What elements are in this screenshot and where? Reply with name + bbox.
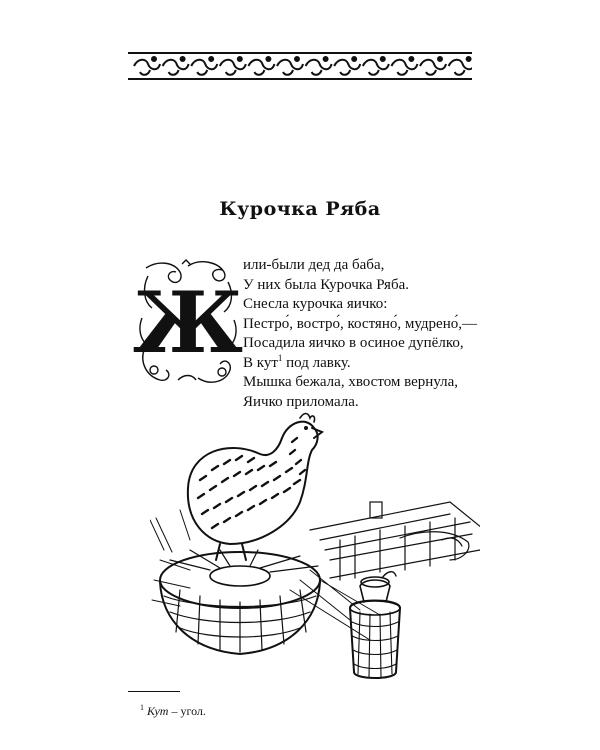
footnote-number: 1: [140, 703, 144, 712]
footnote-definition: – угол.: [168, 704, 206, 718]
ornament-motif: [248, 60, 274, 75]
poem-line-text: В кут: [243, 354, 278, 371]
ornament-dot: [438, 57, 442, 61]
ornament-motif: [134, 60, 160, 75]
ornament-motif: [420, 60, 446, 75]
ornament-motif: [163, 60, 189, 75]
ornament-motif: [363, 60, 389, 75]
footnote: [140, 703, 206, 719]
poem-line: Яичко приломала.: [243, 393, 359, 410]
ornament-motif: [191, 60, 217, 75]
ornament-motif: [220, 60, 246, 75]
ornate-initial-zh-icon: [132, 258, 244, 388]
ornament-motif: [277, 60, 303, 75]
ornament-motif: [306, 60, 332, 75]
ornament-dot: [238, 57, 242, 61]
poem-line: или-были дед да баба,: [243, 257, 385, 273]
ornament-dot: [324, 57, 328, 61]
footnote-divider: [128, 691, 180, 692]
poem-line: Мышка бежала, хвостом вернула,: [243, 374, 459, 390]
poem-line: Снесла курочка яичко:: [243, 296, 388, 312]
footnote-term: Кут: [147, 704, 169, 718]
poem-line: Пестро́, востро́, костяно́, мудрено́,—: [243, 315, 477, 332]
poem-text: [243, 256, 477, 412]
footnote-marker: 1: [277, 352, 283, 363]
ornament-dot: [266, 57, 270, 61]
folk-floral-border-icon: [128, 50, 472, 82]
ornament-motif: [391, 60, 417, 75]
ornament-dot: [467, 57, 471, 61]
ornament-dot: [209, 57, 213, 61]
poem-line-tail: под лавку.: [282, 354, 351, 371]
poem-line: [243, 354, 477, 374]
poem-line: У них была Курочка Ряба.: [243, 276, 409, 293]
dropcap-letter: Ж: [132, 273, 244, 372]
ornament-dot: [381, 57, 385, 61]
poem-line: Посадила яичко в осиное дупёлко,: [243, 335, 464, 351]
hen-on-basket-nest-illustration: [150, 410, 480, 685]
ornament-dot: [152, 57, 156, 61]
ornament-motif: [334, 60, 360, 75]
ornament-dot: [409, 57, 413, 61]
page-title: Курочка Ряба: [219, 198, 381, 220]
ornament-dot: [295, 57, 299, 61]
ornament-dot: [181, 57, 185, 61]
ornament-dot: [352, 57, 356, 61]
